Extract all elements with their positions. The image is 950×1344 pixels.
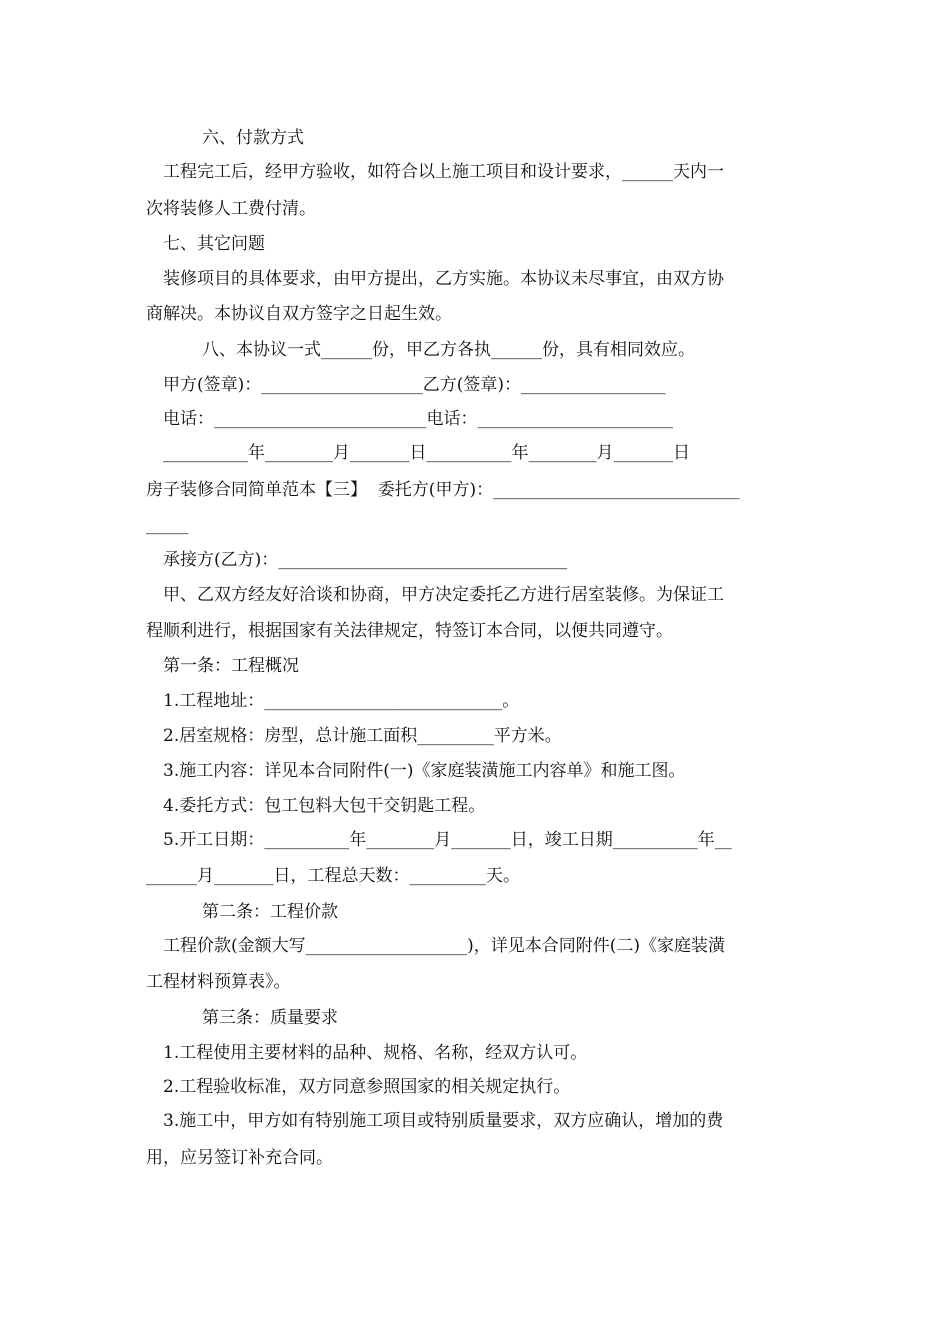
section-heading: 第一条：工程概况 — [163, 656, 299, 676]
list-item: 1.工程使用主要材料的品种、规格、名称，经双方认可。 — [163, 1043, 588, 1063]
list-item: 4.委托方式：包工包料大包干交钥匙工程。 — [163, 796, 486, 816]
paragraph-line: 工程材料预算表》。 — [146, 972, 291, 992]
paragraph-line: 甲、乙双方经友好洽谈和协商，甲方决定委托乙方进行居室装修。为保证工 — [163, 585, 724, 605]
phone-line: 电话：_________________________电话：_______________________ — [163, 409, 673, 429]
list-item: 3.施工中，甲方如有特别施工项目或特别质量要求，双方应确认，增加的费 — [163, 1111, 724, 1131]
section-heading: 七、其它问题 — [163, 234, 265, 254]
paragraph-line: 八、本协议一式______份，甲乙方各执______份，具有相同效应。 — [202, 340, 695, 360]
section-heading: 第三条：质量要求 — [202, 1008, 338, 1028]
document-title-line: 房子装修合同简单范本【三】 委托方(甲方)：_____________________________ — [146, 480, 740, 500]
list-item: 3.施工内容：详见本合同附件(一)《家庭装潢施工内容单》和施工图。 — [163, 761, 686, 781]
paragraph-line: _____ — [146, 515, 189, 535]
list-item: 5.开工日期：__________年________月_______日，竣工日期__________年__ — [163, 830, 732, 850]
list-item: 1.工程地址：____________________________。 — [163, 691, 520, 711]
paragraph-line: ______月_______日，工程总天数：_________天。 — [146, 866, 520, 886]
section-heading: 第二条：工程价款 — [202, 902, 338, 922]
party-line: 承接方(乙方)：__________________________________ — [163, 550, 568, 570]
list-item: 2.居室规格：房型，总计施工面积_________平方米。 — [163, 726, 562, 746]
paragraph-line: 工程价款(金额大写___________________)，详见本合同附件(二)《家庭装潢 — [163, 936, 726, 956]
paragraph-line: 用，应另签订补充合同。 — [146, 1148, 333, 1168]
paragraph-line: 工程完工后，经甲方验收，如符合以上施工项目和设计要求，______天内一 — [163, 162, 724, 182]
paragraph-line: 商解决。本协议自双方签字之日起生效。 — [146, 304, 452, 324]
date-line: __________年________月_______日__________年________月_______日 — [163, 443, 690, 463]
paragraph-line: 程顺利进行，根据国家有关法律规定，特签订本合同，以便共同遵守。 — [146, 621, 673, 641]
signature-line: 甲方(签章)：___________________乙方(签章)：_________________ — [163, 375, 666, 395]
paragraph-line: 装修项目的具体要求，由甲方提出，乙方实施。本协议未尽事宜，由双方协 — [163, 269, 724, 289]
section-heading: 六、付款方式 — [202, 128, 304, 148]
paragraph-line: 次将装修人工费付清。 — [146, 199, 316, 219]
list-item: 2.工程验收标准，双方同意参照国家的相关规定执行。 — [163, 1077, 571, 1097]
